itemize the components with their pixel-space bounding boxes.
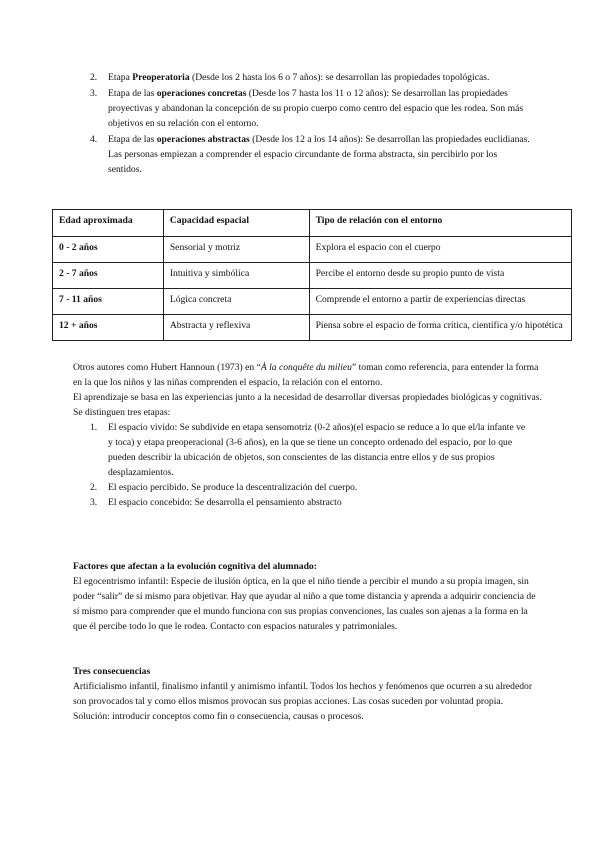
table-cell: Comprende el entorno a partir de experiencias directas [309, 289, 571, 315]
development-table [52, 209, 572, 341]
section-heading: Tres consecuencias [73, 666, 151, 677]
table-cell: 0 - 2 años [53, 237, 164, 263]
table-row [53, 263, 572, 289]
table-row [53, 315, 572, 341]
table-header-row [53, 210, 572, 237]
column-header: Edad aproximada [53, 210, 164, 237]
column-header: Capacidad espacial [163, 210, 309, 237]
stage-name: operaciones concretas [156, 88, 247, 99]
table-cell: 2 - 7 años [53, 263, 164, 289]
table-cell: Explora el espacio con el cuerpo [309, 237, 571, 263]
table-row [53, 289, 572, 315]
list-item: 3. Etapa de las operaciones concretas (Desde los 7 hasta los 11 o 12 años): Se desarrollan las propiedades proyectivas y abandonan la concepción de su propio cuerpo como centro del espacio que les rodea. Son más objetivos en su relación con el entorno. [90, 88, 524, 129]
consecuencias-section [73, 664, 541, 724]
piaget-stages-list [90, 70, 530, 177]
table-cell: Sensorial y motriz [163, 237, 309, 263]
list-item: 2. El espacio percibido. Se produce la descentralización del cuerpo. [90, 482, 358, 493]
table-cell: Abstracta y reflexiva [163, 315, 309, 341]
list-item: 1. El espacio vivido: Se subdivide en etapa sensomotriz (0-2 años)(el espacio se reduce a lo que el/la infante ve y toca) y etapa preoperacional (3-6 años), en la que se tiene un concepto ordenado del espacio, por lo que pueden describir la ubicación de objetos, son conscientes de las distancia entre ellos y de sus propios desplazamientos. [90, 422, 526, 478]
hannoun-section [73, 360, 543, 510]
list-number: 3. [90, 88, 98, 99]
hannoun-paragraph: Otros autores como Hubert Hannoun (1973) en “À la conquête du milieu” toman como referencia, para entender la forma en la que los niños y las niñas comprenden el espacio, la relación con el entorno. [73, 362, 539, 388]
table-cell: 7 - 11 años [53, 289, 164, 315]
list-item: 3. El espacio concebido: Se desarrolla el pensamiento abstracto [90, 497, 342, 508]
stage-name: operaciones abstractas [156, 134, 250, 145]
list-number: 4. [90, 134, 98, 145]
hannoun-stages-list [90, 420, 530, 510]
factores-section [73, 559, 541, 634]
list-item: 2. Etapa Preoperatoria (Desde los 2 hasta los 6 o 7 años): se desarrollan las propiedades topológicas. [90, 72, 490, 83]
list-number: 2. [90, 72, 98, 83]
column-header: Tipo de relación con el entorno [309, 210, 571, 237]
table-cell: Lógica concreta [163, 289, 309, 315]
table-cell: Piensa sobre el espacio de forma crítica, científica y/o hipotética [309, 315, 571, 341]
paragraph: El egocentrismo infantil: Especie de ilusión óptica, en la que el niño tiende a percibir el mundo a su propia imagen, sin poder “salir” de sí mismo para objetivar. Hay que ayudar al niño a que tome distancia y aprenda a adquirir conciencia de sí mismo para comprender que el mundo funciona con sus propias convenciones, las cuales son ajenas a la forma en la que él percibe todo lo que le rodea. Contacto con espacios naturales y patrimoniales. [73, 576, 536, 632]
paragraph: El aprendizaje se basa en las experiencias junto a la necesidad de desarrollar diversas propiedades biológicas y cognitivas. [73, 392, 542, 403]
paragraph: Se distinguen tres etapas: [73, 407, 171, 418]
book-title: À la conquête du milieu [260, 362, 352, 373]
list-item: 4. Etapa de las operaciones abstractas (Desde los 12 a los 14 años): Se desarrollan las propiedades euclidianas. Las personas empiezan a comprender el espacio circundante de forma abstracta, sin percibirlo por los sentidos. [90, 134, 530, 175]
table-cell: 12 + años [53, 315, 164, 341]
stage-name: Preoperatoria [132, 72, 190, 83]
paragraph: Artificialismo infantil, finalismo infantil y animismo infantil. Todos los hechos y fenómenos que ocurren a su alrededor son provocados tal y como ellos mismos provocan sus propias acciones. Las cosas suceden por voluntad propia. Solución: introducir conceptos como fin o consecuencia, causas o procesos. [73, 681, 533, 722]
table-cell: Intuitiva y simbólica [163, 263, 309, 289]
table-cell: Percibe el entorno desde su propio punto de vista [309, 263, 571, 289]
section-heading: Factores que afectan a la evolución cognitiva del alumnado: [73, 561, 317, 572]
table-row [53, 237, 572, 263]
